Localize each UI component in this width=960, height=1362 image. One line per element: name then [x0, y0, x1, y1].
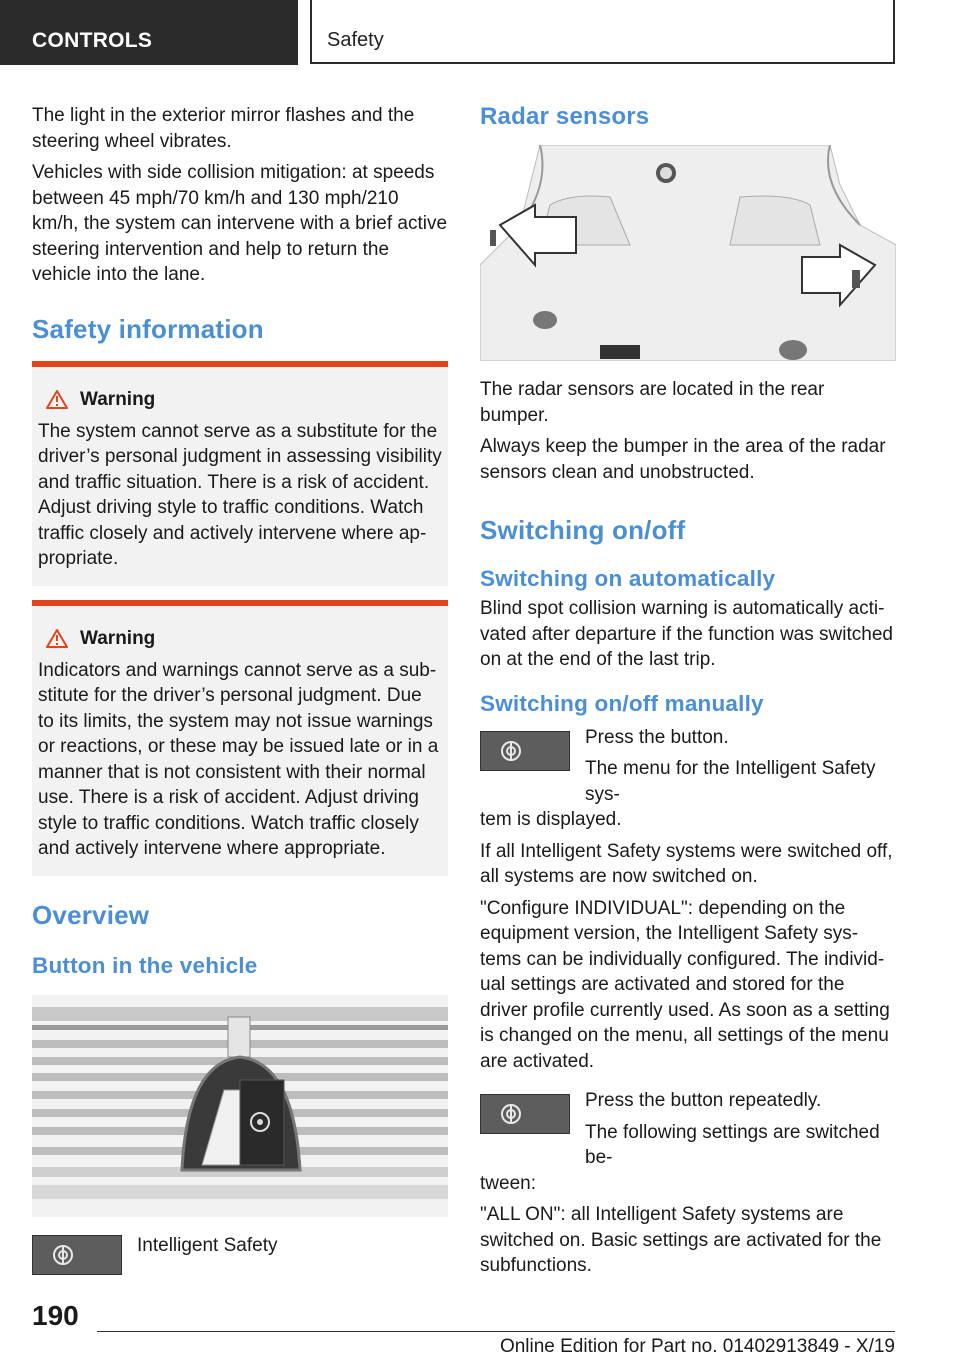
warning-triangle-icon [46, 390, 68, 409]
warning-triangle-icon [46, 629, 68, 648]
intelligent-safety-button-icon [32, 1235, 122, 1275]
left-column [32, 103, 448, 1275]
paragraph: Always keep the bumper in the area of the radar sensors clean and unobstructed. [480, 436, 886, 483]
press-button-row [480, 725, 896, 808]
paragraph: tem is displayed. [480, 809, 622, 830]
warning-text: The system cannot serve as a substitute for the driver’s personal judgment in assessing visibility and traffic situation. There is a risk of accident. Adjust driving style to traffic conditions. Watch traffic closely and actively intervene where ap-propriate. [38, 420, 442, 569]
intelligent-safety-button-icon [480, 731, 570, 771]
paragraph: Press the button. [585, 726, 729, 748]
paragraph: The menu for the Intelligent Safety sys- [585, 758, 876, 805]
switching-manual-heading: Switching on/off manually [480, 690, 764, 716]
paragraph: "ALL ON": all Intelligent Safety systems are switched on. Basic settings are activated for the subfunctions. [480, 1204, 882, 1276]
paragraph: tween: [480, 1172, 536, 1194]
paragraph: Vehicles with side collision mitigation: at speeds between 45 mph/70 km/h and 130 mph/210 km/h, the system can intervene with a brief active steering intervention and help to return the vehicle into the lane. [32, 162, 448, 285]
paragraph: The radar sensors are located in the rear bumper. [480, 379, 825, 426]
intelligent-safety-button-icon [480, 1094, 570, 1134]
footer-divider [97, 1331, 895, 1332]
paragraph: If all Intelligent Safety systems were switched off, all systems are now switched on. [480, 840, 893, 887]
topic-title: Safety [327, 29, 384, 51]
section-title: CONTROLS [32, 29, 153, 52]
overview-heading: Overview [32, 899, 150, 930]
warning-title: Warning [38, 628, 442, 650]
press-button-repeatedly-row [480, 1088, 896, 1171]
edition-footer: Online Edition for Part no. 01402913849 - X/19 [499, 1336, 895, 1357]
warning-text: Indicators and warnings cannot serve as a sub-stitute for the driver’s personal judgment. Due to its limits, the system may not issue warnings or reactions, or these may be issued late or in a manner that is not consistent with their normal use. There is a risk of accident. Adjust driving style to traffic conditions. Watch traffic closely and actively intervene where appropriate. [38, 659, 439, 859]
button-in-vehicle-heading: Button in the vehicle [32, 952, 258, 978]
button-label: Intelligent Safety [137, 1234, 278, 1256]
right-column [480, 103, 896, 1285]
warning-title: Warning [38, 389, 442, 411]
section-tab [0, 0, 298, 65]
button-location-image [32, 995, 448, 1217]
paragraph: The following settings are switched be- [585, 1121, 880, 1168]
radar-sensor-image [480, 145, 896, 361]
paragraph: Press the button repeatedly. [585, 1090, 822, 1111]
radar-sensors-heading: Radar sensors [480, 103, 650, 130]
switching-heading: Switching on/off [480, 515, 686, 545]
page-number: 190 [32, 1300, 79, 1331]
topic-tab [310, 0, 895, 64]
switching-auto-heading: Switching on automatically [480, 566, 776, 591]
warning-box [32, 361, 448, 586]
paragraph: Blind spot collision warning is automatically acti-vated after departure if the function was switched on at the end of the last trip. [480, 598, 893, 670]
safety-information-heading: Safety information [32, 313, 264, 344]
warning-box [32, 600, 448, 876]
paragraph: "Configure INDIVIDUAL": depending on the equipment version, the Intelligent Safety sys-tems can be individually configured. The individ-ual settings are activated and stored for the driver profile currently used. As soon as a setting is changed on the menu, all settings of the menu are activated. [480, 897, 890, 1072]
button-legend [32, 1233, 448, 1275]
paragraph: The light in the exterior mirror flashes and the steering wheel vibrates. [32, 105, 415, 152]
